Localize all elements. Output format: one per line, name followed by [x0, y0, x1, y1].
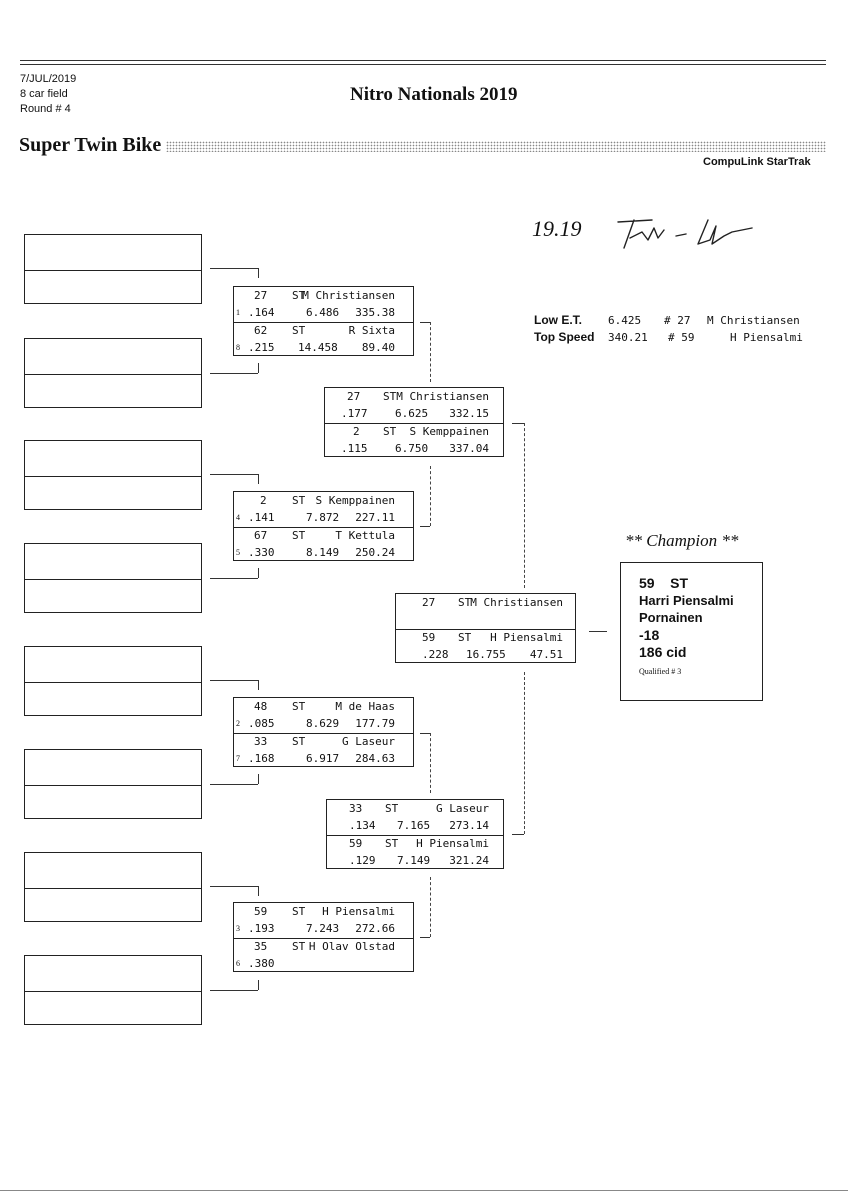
reaction-time: .215	[248, 341, 275, 354]
driver-name: H Olav Olstad	[308, 940, 395, 953]
event-date: 7/JUL/2019	[20, 73, 77, 85]
car-number: 33	[254, 735, 268, 748]
speed: 332.15	[449, 407, 489, 420]
seed-number: 1	[236, 308, 240, 317]
speed: 227.11	[355, 511, 395, 524]
top-speed-car: # 59	[668, 331, 695, 344]
champion-heading: ** Champion **	[625, 531, 739, 550]
driver-name: H Piensalmi	[490, 631, 563, 644]
entry-slot	[24, 234, 202, 304]
seed-number: 4	[236, 513, 240, 522]
car-class: ST	[385, 837, 399, 850]
elapsed-time: 8.629	[306, 717, 340, 730]
connector	[524, 672, 525, 834]
driver-name: M Christiansen	[302, 289, 395, 302]
connector	[258, 474, 259, 484]
car-class: ST	[292, 529, 306, 542]
elapsed-time: 16.755	[466, 648, 506, 661]
reaction-time: .380	[248, 957, 275, 970]
connector	[258, 680, 259, 690]
champion-car-class: 59 ST	[639, 575, 689, 591]
connector	[210, 784, 258, 785]
top-speed-record	[534, 330, 814, 346]
entry-slot	[24, 338, 202, 408]
connector	[430, 466, 431, 526]
connector	[512, 423, 524, 424]
seed-number: 2	[236, 719, 240, 728]
elapsed-time: 8.149	[306, 546, 340, 559]
car-class: ST	[383, 390, 397, 403]
header-meta	[20, 72, 76, 117]
low-et-value: 6.425	[608, 314, 642, 327]
connector	[210, 990, 258, 991]
connector	[430, 322, 431, 382]
entry-slot	[24, 955, 202, 1025]
semi-match-1	[324, 387, 504, 457]
connector	[589, 631, 607, 632]
driver-name: G Laseur	[342, 735, 395, 748]
car-class: ST	[292, 700, 306, 713]
speed: 273.14	[449, 819, 489, 832]
driver-name: H Piensalmi	[322, 905, 395, 918]
champion-name: Harri Piensalmi	[639, 593, 734, 608]
car-class: ST	[458, 596, 472, 609]
speed: 177.79	[355, 717, 395, 730]
elapsed-time: 7.165	[397, 819, 431, 832]
car-number: 27	[422, 596, 436, 609]
entry-slot	[24, 440, 202, 510]
handwritten-time: 19.19	[532, 216, 582, 241]
driver-name: R Sixta	[348, 324, 395, 337]
connector	[258, 268, 259, 278]
connector	[420, 322, 430, 323]
speed: 337.04	[449, 442, 489, 455]
reaction-time: .085	[248, 717, 275, 730]
car-number: 59	[422, 631, 436, 644]
software-label: CompuLink StarTrak	[703, 156, 811, 168]
elapsed-time: 14.458	[298, 341, 338, 354]
top-rule	[20, 60, 826, 61]
car-class: ST	[292, 494, 306, 507]
round1-match-1	[233, 286, 414, 356]
seed-number: 3	[236, 924, 240, 933]
reaction-time: .164	[248, 306, 275, 319]
connector	[420, 733, 430, 734]
car-class: ST	[292, 940, 306, 953]
seed-number: 7	[236, 754, 240, 763]
car-number: 2	[353, 425, 360, 438]
connector	[258, 886, 259, 896]
champion-number: -18	[639, 627, 660, 643]
car-number: 59	[349, 837, 363, 850]
car-class: ST	[292, 905, 306, 918]
driver-name: G Laseur	[436, 802, 489, 815]
round1-match-3	[233, 697, 414, 767]
driver-name: T Kettula	[335, 529, 395, 542]
low-et-record	[534, 313, 814, 329]
page-title: Nitro Nationals 2019	[350, 84, 518, 105]
round-number: Round # 4	[20, 103, 71, 115]
low-et-driver: M Christiansen	[707, 314, 800, 327]
handwritten-signature	[612, 210, 762, 260]
car-class: ST	[383, 425, 397, 438]
entry-slot	[24, 749, 202, 819]
seed-number: 6	[236, 959, 240, 968]
field-size: 8 car field	[20, 88, 68, 100]
connector	[210, 680, 258, 681]
connector	[258, 363, 259, 373]
connector	[258, 774, 259, 784]
reaction-time: .129	[349, 854, 376, 867]
champion-qualified: Qualified # 3	[639, 667, 682, 676]
car-number: 62	[254, 324, 268, 337]
connector	[258, 568, 259, 578]
driver-name: S Kemppainen	[315, 494, 395, 507]
car-number: 35	[254, 940, 268, 953]
elapsed-time: 7.243	[306, 922, 340, 935]
speed: 250.24	[355, 546, 395, 559]
elapsed-time: 7.872	[306, 511, 340, 524]
car-number: 27	[347, 390, 361, 403]
top-rule-2	[20, 64, 826, 65]
car-number: 48	[254, 700, 268, 713]
bottom-rule	[0, 1190, 848, 1191]
connector	[210, 578, 258, 579]
car-number: 59	[254, 905, 268, 918]
car-number: 67	[254, 529, 268, 542]
elapsed-time: 6.750	[395, 442, 429, 455]
connector	[210, 373, 258, 374]
driver-name: M Christiansen	[396, 390, 489, 403]
reaction-time: .168	[248, 752, 275, 765]
elapsed-time: 6.625	[395, 407, 429, 420]
speed: 335.38	[355, 306, 395, 319]
connector	[512, 834, 524, 835]
reaction-time: .177	[341, 407, 368, 420]
connector	[420, 526, 430, 527]
speed: 47.51	[529, 648, 563, 661]
elapsed-time: 7.149	[397, 854, 431, 867]
connector	[524, 423, 525, 588]
driver-name: H Piensalmi	[416, 837, 489, 850]
top-speed-driver: H Piensalmi	[730, 331, 803, 344]
semi-match-2	[326, 799, 504, 869]
connector	[420, 937, 430, 938]
car-class: ST	[292, 324, 306, 337]
speed: 284.63	[355, 752, 395, 765]
driver-name: M Christiansen	[470, 596, 563, 609]
connector	[258, 980, 259, 990]
connector	[210, 886, 258, 887]
reaction-time: .115	[341, 442, 368, 455]
champion-town: Pornainen	[639, 610, 703, 625]
champion-cid: 186 cid	[639, 644, 687, 660]
round1-match-2	[233, 491, 414, 561]
car-number: 27	[254, 289, 268, 302]
driver-name: M de Haas	[335, 700, 395, 713]
reaction-time: .134	[349, 819, 376, 832]
reaction-time: .193	[248, 922, 275, 935]
dotted-leader	[166, 141, 826, 152]
top-speed-label: Top Speed	[534, 330, 595, 344]
speed: 272.66	[355, 922, 395, 935]
top-speed-value: 340.21	[608, 331, 648, 344]
seed-number: 8	[236, 343, 240, 352]
reaction-time: .330	[248, 546, 275, 559]
connector	[430, 877, 431, 937]
speed: 89.40	[361, 341, 395, 354]
reaction-time: .141	[248, 511, 275, 524]
elapsed-time: 6.486	[306, 306, 340, 319]
car-class: ST	[385, 802, 399, 815]
round1-match-4	[233, 902, 414, 972]
car-class: ST	[292, 735, 306, 748]
elapsed-time: 6.917	[306, 752, 340, 765]
car-number: 2	[260, 494, 267, 507]
entry-slot	[24, 543, 202, 613]
low-et-car: # 27	[664, 314, 691, 327]
class-name: Super Twin Bike	[19, 134, 162, 156]
car-number: 33	[349, 802, 363, 815]
connector	[210, 474, 258, 475]
entry-slot	[24, 646, 202, 716]
final-match	[395, 593, 576, 663]
low-et-label: Low E.T.	[534, 313, 582, 327]
connector	[210, 268, 258, 269]
speed: 321.24	[449, 854, 489, 867]
car-class: ST	[292, 289, 306, 302]
driver-name: S Kemppainen	[409, 425, 489, 438]
reaction-time: .228	[422, 648, 449, 661]
car-class: ST	[458, 631, 472, 644]
champion-box	[620, 562, 763, 701]
connector	[430, 733, 431, 793]
entry-slot	[24, 852, 202, 922]
seed-number: 5	[236, 548, 240, 557]
